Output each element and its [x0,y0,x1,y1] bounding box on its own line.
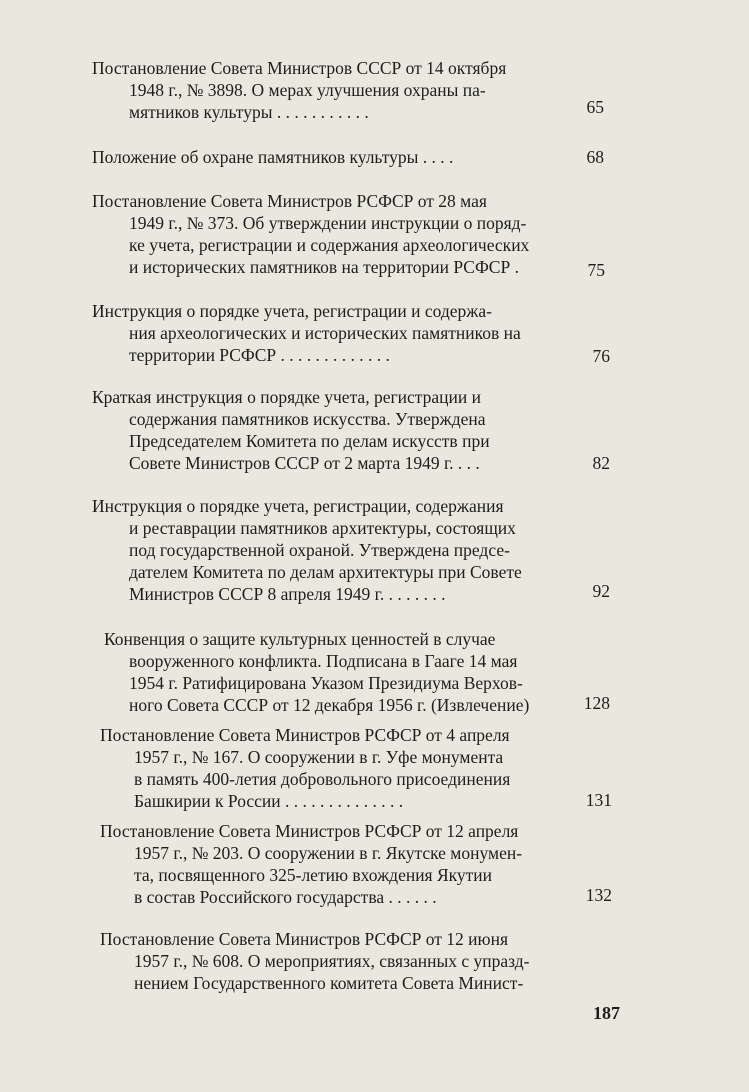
toc-entry-line: Краткая инструкция о порядке учета, регистрации и [92,387,481,407]
toc-entry-line: и реставрации памятников архитектуры, состоящих [129,518,516,538]
toc-entry-line: и исторических памятников на территории РСФСР . [129,257,519,277]
page-number: 128 [583,693,610,713]
toc-entry-line: Постановление Совета Министров РСФСР от 12 июня [100,929,509,949]
toc-entry-line: содержания памятников искусства. Утверждена [129,409,486,429]
toc-entry-line: под государственной охраной. Утверждена предсе- [129,540,510,560]
page-number: 132 [585,885,612,905]
toc-entry-line: территории РСФСР . . . . . . . . . . . . . [129,345,390,365]
toc-entry-line: 1957 г., № 167. О сооружении в г. Уфе монумента [134,747,504,767]
toc-entry-line: дателем Комитета по делам архитектуры при Совете [129,562,522,582]
toc-entry-line: ке учета, регистрации и содержания археологических [129,235,530,255]
toc-entry-line: 1948 г., № 3898. О мерах улучшения охраны па- [129,80,486,100]
toc-entry-line: та, посвященного 325-летию вхождения Якутии [134,865,493,885]
page-number: 65 [586,97,604,117]
page-number: 131 [585,790,612,810]
toc-entry-line: Постановление Совета Министров РСФСР от 28 мая [92,191,487,211]
toc-entry-line: Инструкция о порядке учета, регистрации и содержа- [92,301,492,321]
toc-entry-line: Постановление Совета Министров РСФСР от 4 апреля [100,725,510,745]
page-folio: 187 [593,1003,620,1023]
toc-entry-line: ного Совета СССР от 12 декабря 1956 г. (Извлечение) [129,695,530,715]
toc-entry-line: Конвенция о защите культурных ценностей в случае [104,629,496,649]
toc-entry-line: 1957 г., № 203. О сооружении в г. Якутске монумен- [134,843,523,863]
toc-entry-line: Постановление Совета Министров РСФСР от 12 апреля [100,821,519,841]
toc-entry-line: вооруженного конфликта. Подписана в Гааге 14 мая [129,651,518,671]
page-number: 76 [592,346,610,366]
toc-entry-line: Председателем Комитета по делам искусств при [129,431,490,451]
toc-entry-line: в состав Российского государства . . . . . . [134,887,437,907]
toc-entry-line: ния археологических и исторических памятников на [129,323,521,343]
toc-entry-line: мятников культуры . . . . . . . . . . . [129,102,369,122]
toc-entry-line: Башкирии к России . . . . . . . . . . . . . . [134,791,404,811]
toc-entry-line: 1957 г., № 608. О мероприятиях, связанных с упразд- [134,951,530,971]
toc-entry-line: Министров СССР 8 апреля 1949 г. . . . . . . . [129,584,446,604]
toc-entry-line: в память 400-летия добровольного присоединения [134,769,511,789]
toc-entry-line: Постановление Совета Министров СССР от 14 октября [92,58,507,78]
page-number: 75 [587,260,605,280]
toc-entry-line: Положение об охране памятников культуры . . . . [92,147,454,167]
page-number: 82 [592,453,610,473]
toc-entry-line: нением Государственного комитета Совета Минист- [134,973,524,993]
toc-entry-line: Совете Министров СССР от 2 марта 1949 г. . . . [129,453,480,473]
page-number: 68 [586,147,604,167]
page-number: 92 [592,581,610,601]
toc-entry-line: 1949 г., № 373. Об утверждении инструкции о поряд- [129,213,527,233]
toc-entry-line: 1954 г. Ратифицирована Указом Президиума Верхов- [129,673,523,693]
toc-entry-line: Инструкция о порядке учета, регистрации, содержания [92,496,504,516]
